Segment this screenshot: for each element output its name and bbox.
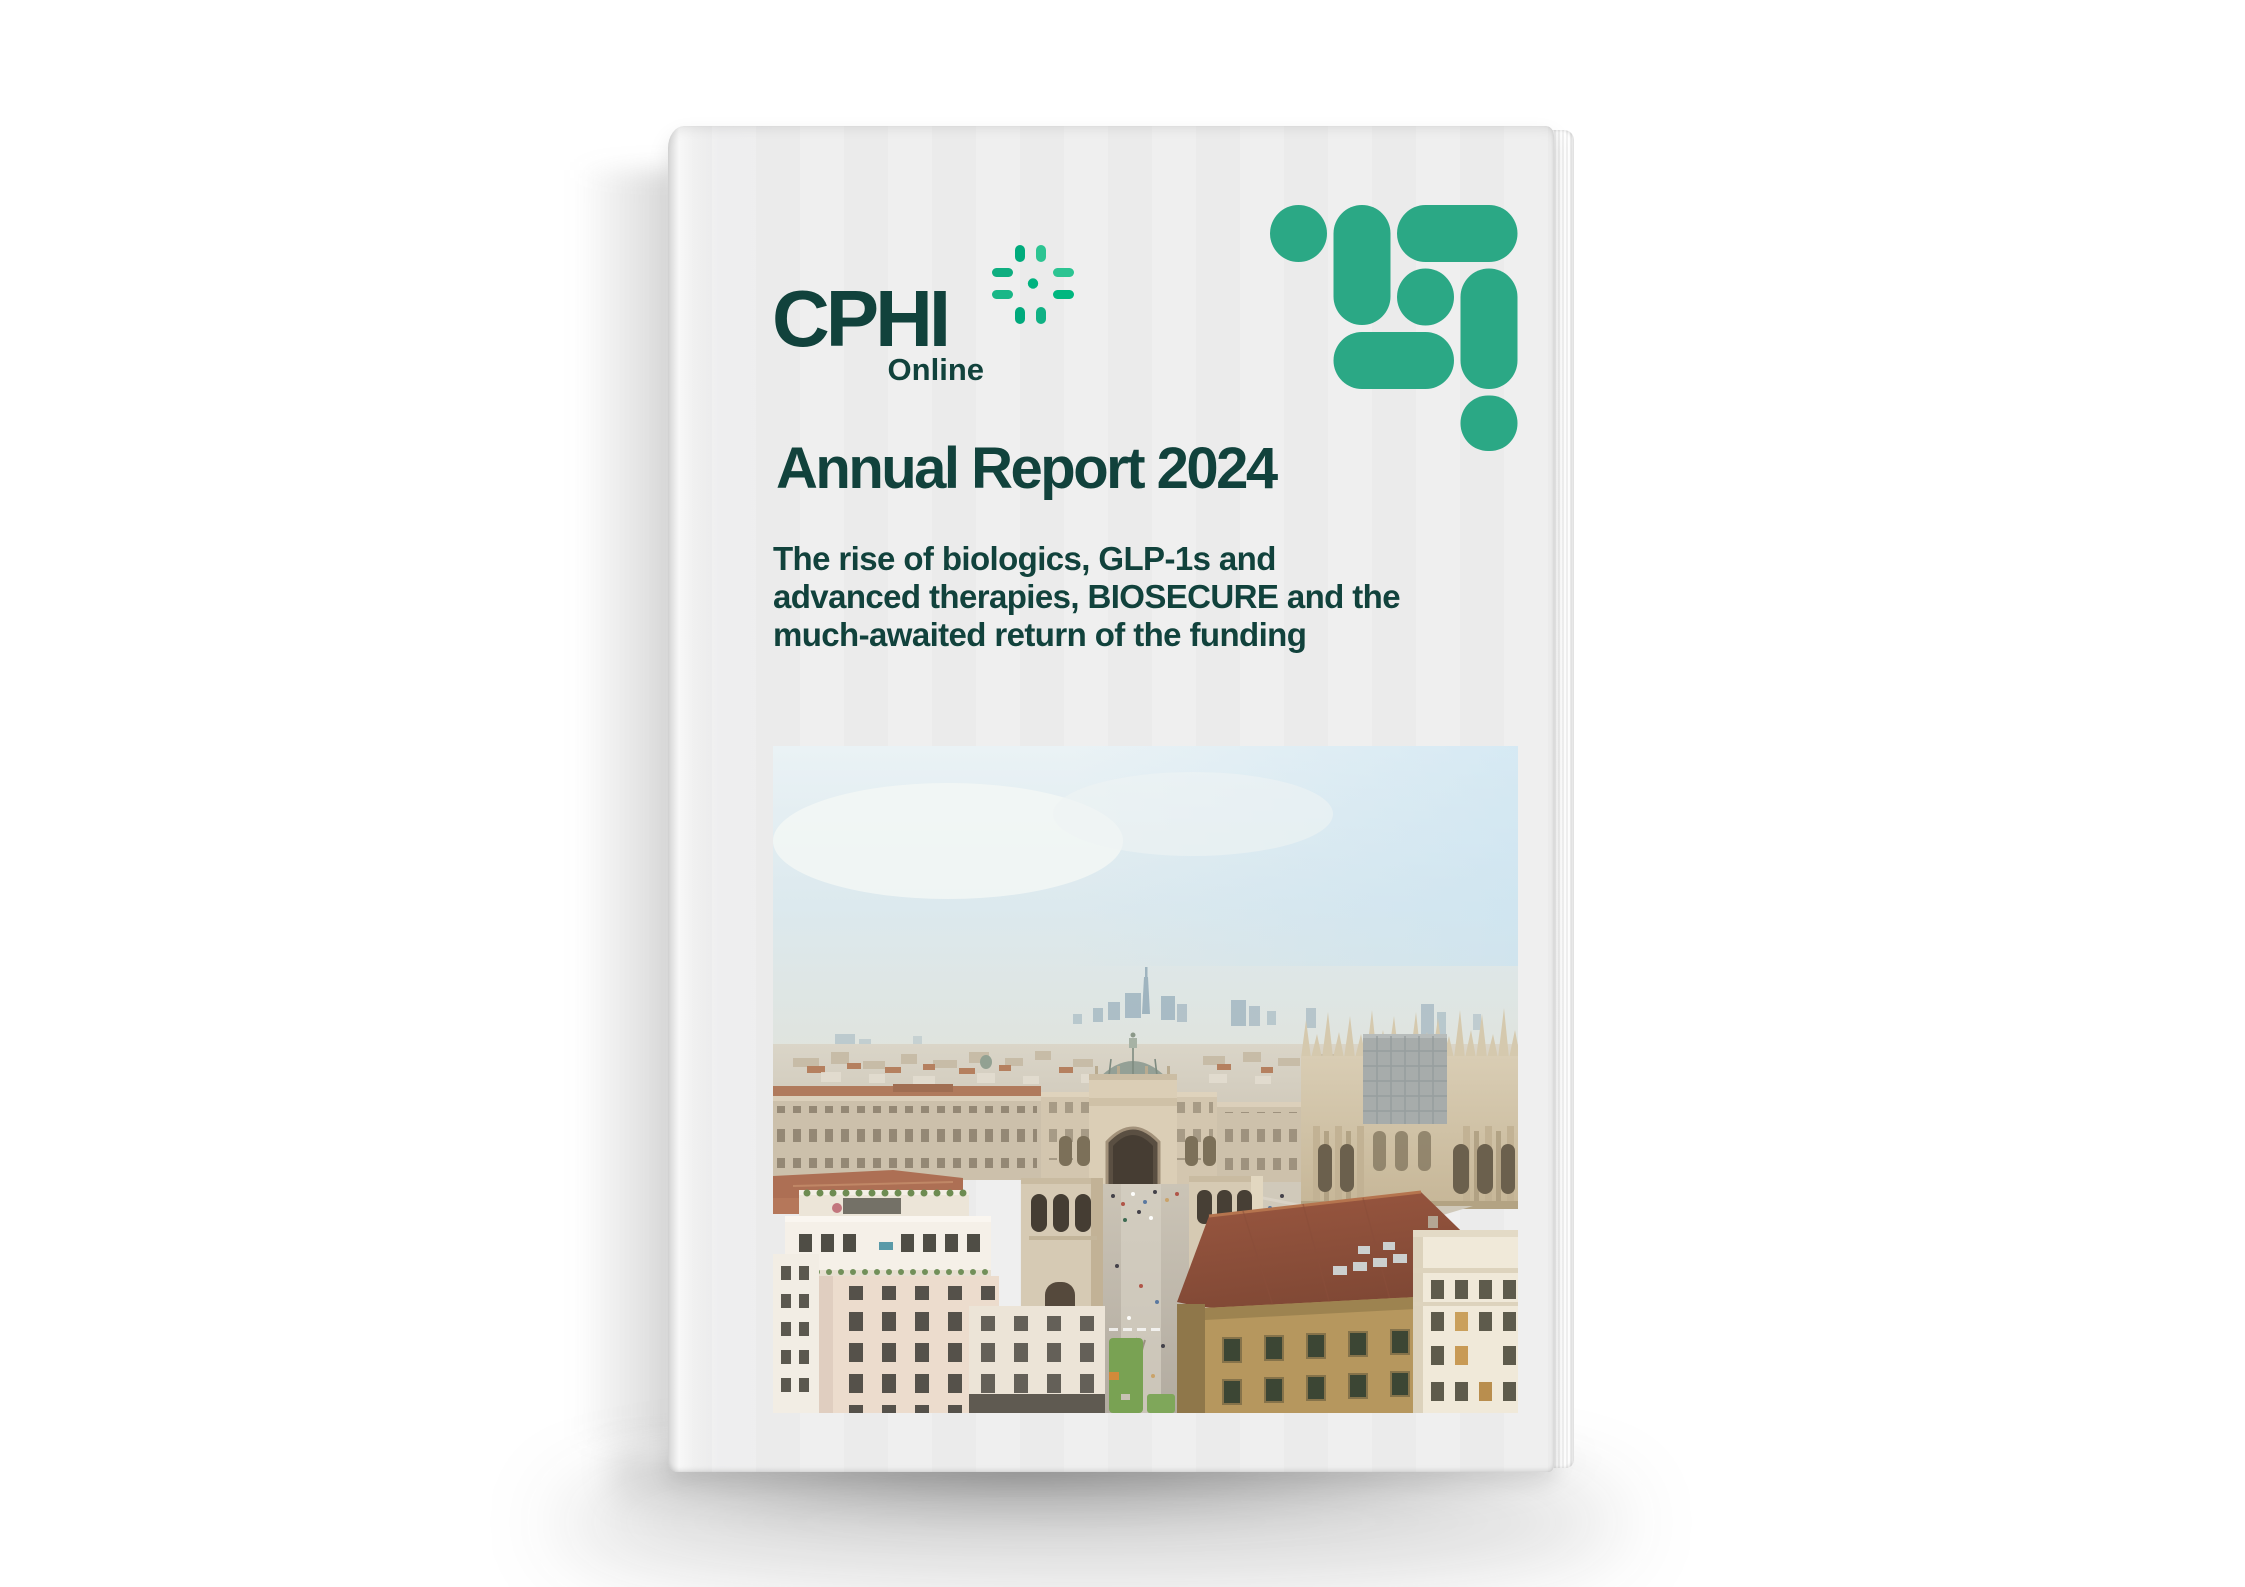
subtitle-line-3: much-awaited return of the funding [773,616,1307,653]
book-left-shadow [576,170,676,1440]
subtitle-line-2: advanced therapies, BIOSECURE and the [773,578,1400,615]
photo-right-palazzo [1215,1102,1315,1182]
cphi-wordmark: CPHI [772,274,948,363]
subtitle-line-1: The rise of biologics, GLP-1s and [773,540,1276,577]
cphi-abstract-mark-icon [1270,205,1519,451]
cphi-online-label: Online [887,352,984,387]
photo-sky [773,746,1518,1066]
cphi-starburst-icon [990,243,1076,327]
report-title: Annual Report 2024 [776,436,1276,501]
photo-right-cream-building [1413,1230,1518,1413]
cover-photo-milan-cityscape [773,746,1518,1413]
report-subtitle [773,540,1400,654]
photo-left-palazzo [773,1084,1041,1180]
book-front-cover [668,126,1554,1472]
photo-duomo-scaffolding [1363,1034,1447,1124]
photo-street-via-marconi [1103,1184,1189,1413]
report-book-mockup [668,126,1574,1472]
